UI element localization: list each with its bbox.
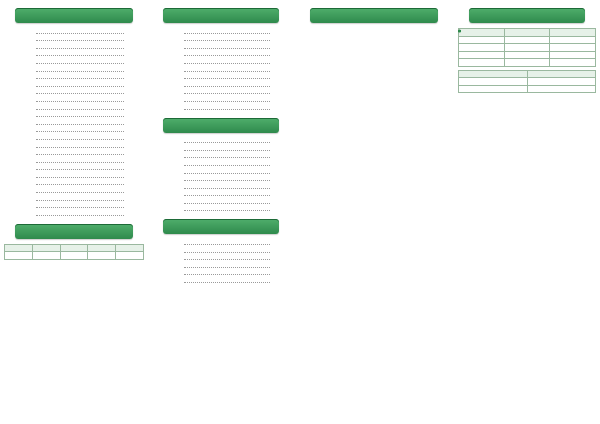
table-header-cell: [527, 70, 596, 78]
order-item: [4, 157, 144, 165]
table-cell: [60, 252, 88, 260]
table-cell: [116, 252, 144, 260]
table-row: [459, 78, 596, 86]
order-item: [152, 206, 290, 214]
order-item: [152, 58, 290, 66]
table-header-cell: [504, 29, 550, 37]
table-header-cell: [60, 244, 88, 252]
table-row: [5, 252, 144, 260]
order-item: [4, 112, 144, 120]
bottom-table: [458, 70, 596, 94]
morning-service-order: [4, 43, 144, 172]
order-item: [4, 180, 144, 188]
duty-table: [458, 28, 596, 67]
order-item: [152, 66, 290, 74]
table-cell: [527, 78, 596, 86]
table-cell: [459, 85, 528, 93]
table-header-cell: [459, 29, 505, 37]
sermon-summary-header: [310, 8, 438, 23]
order-item: [152, 247, 290, 255]
table-cell: [5, 252, 33, 260]
morning-worship-column: [4, 8, 144, 418]
opening-times: [4, 28, 144, 43]
sub-service-order: [4, 172, 144, 218]
friday-prayer-header: [163, 219, 279, 234]
order-item: [4, 119, 144, 127]
opening-line: [4, 28, 144, 36]
order-item: [152, 168, 290, 176]
order-item: [4, 172, 144, 180]
order-item: [4, 58, 144, 66]
church-news-column: [458, 8, 596, 418]
table-header-cell: [32, 244, 60, 252]
order-item: [152, 51, 290, 59]
order-item: [152, 255, 290, 263]
order-item: [152, 96, 290, 104]
table-row: [459, 36, 596, 44]
table-row: [459, 59, 596, 67]
table-header-cell: [88, 244, 116, 252]
table-cell: [504, 44, 550, 52]
table-cell: [32, 252, 60, 260]
table-cell: [504, 51, 550, 59]
afternoon-worship-header: [163, 8, 279, 23]
order-item: [4, 165, 144, 173]
order-item: [4, 89, 144, 97]
table-header-cell: [459, 70, 528, 78]
table-cell: [550, 44, 596, 52]
order-item: [152, 191, 290, 199]
table-cell: [459, 59, 505, 67]
bible-reading-header: [15, 224, 133, 239]
table-header-cell: [5, 244, 33, 252]
wednesday-service-order: [152, 138, 290, 214]
order-item: [152, 239, 290, 247]
table-header-row: [5, 244, 144, 252]
table-cell: [550, 59, 596, 67]
table-cell: [459, 36, 505, 44]
table-header-cell: [116, 244, 144, 252]
table-header-row: [459, 70, 596, 78]
wednesday-worship-header: [163, 118, 279, 133]
table-cell: [504, 36, 550, 44]
order-item: [152, 138, 290, 146]
opening-line: [4, 36, 144, 44]
order-item: [4, 142, 144, 150]
friday-service-order: [152, 239, 290, 285]
order-item: [4, 150, 144, 158]
order-item: [152, 270, 290, 278]
table-cell: [459, 78, 528, 86]
afternoon-worship-column: [152, 8, 290, 418]
order-item: [152, 74, 290, 82]
table-cell: [88, 252, 116, 260]
table-cell: [459, 51, 505, 59]
order-item: [152, 198, 290, 206]
table-cell: [459, 44, 505, 52]
table-cell: [550, 51, 596, 59]
order-item: [4, 195, 144, 203]
order-item: [152, 28, 290, 36]
table-header-cell: [550, 29, 596, 37]
order-item: [152, 153, 290, 161]
order-item: [152, 81, 290, 89]
order-item: [4, 81, 144, 89]
order-item: [4, 187, 144, 195]
morning-worship-header: [15, 8, 133, 23]
table-cell: [527, 85, 596, 93]
order-item: [4, 96, 144, 104]
order-item: [152, 36, 290, 44]
order-item: [4, 66, 144, 74]
order-item: [152, 145, 290, 153]
order-item: [152, 160, 290, 168]
reading-schedule-table: [4, 244, 144, 260]
order-item: [152, 176, 290, 184]
table-cell: [550, 36, 596, 44]
sermon-summary-column: [298, 8, 450, 418]
church-news-header: [469, 8, 585, 23]
order-item: [4, 74, 144, 82]
order-item: [152, 262, 290, 270]
order-item: [4, 43, 144, 51]
order-item: [4, 203, 144, 211]
table-row: [459, 44, 596, 52]
order-item: [4, 127, 144, 135]
order-item: [4, 51, 144, 59]
order-item: [152, 89, 290, 97]
order-item: [152, 104, 290, 112]
afternoon-service-order: [152, 28, 290, 112]
table-row: [459, 85, 596, 93]
table-row: [459, 51, 596, 59]
order-item: [4, 134, 144, 142]
order-item: [4, 210, 144, 218]
order-item: [4, 104, 144, 112]
order-item: [152, 43, 290, 51]
table-header-row: [459, 29, 596, 37]
order-item: [152, 183, 290, 191]
order-item: [152, 277, 290, 285]
table-cell: [504, 59, 550, 67]
